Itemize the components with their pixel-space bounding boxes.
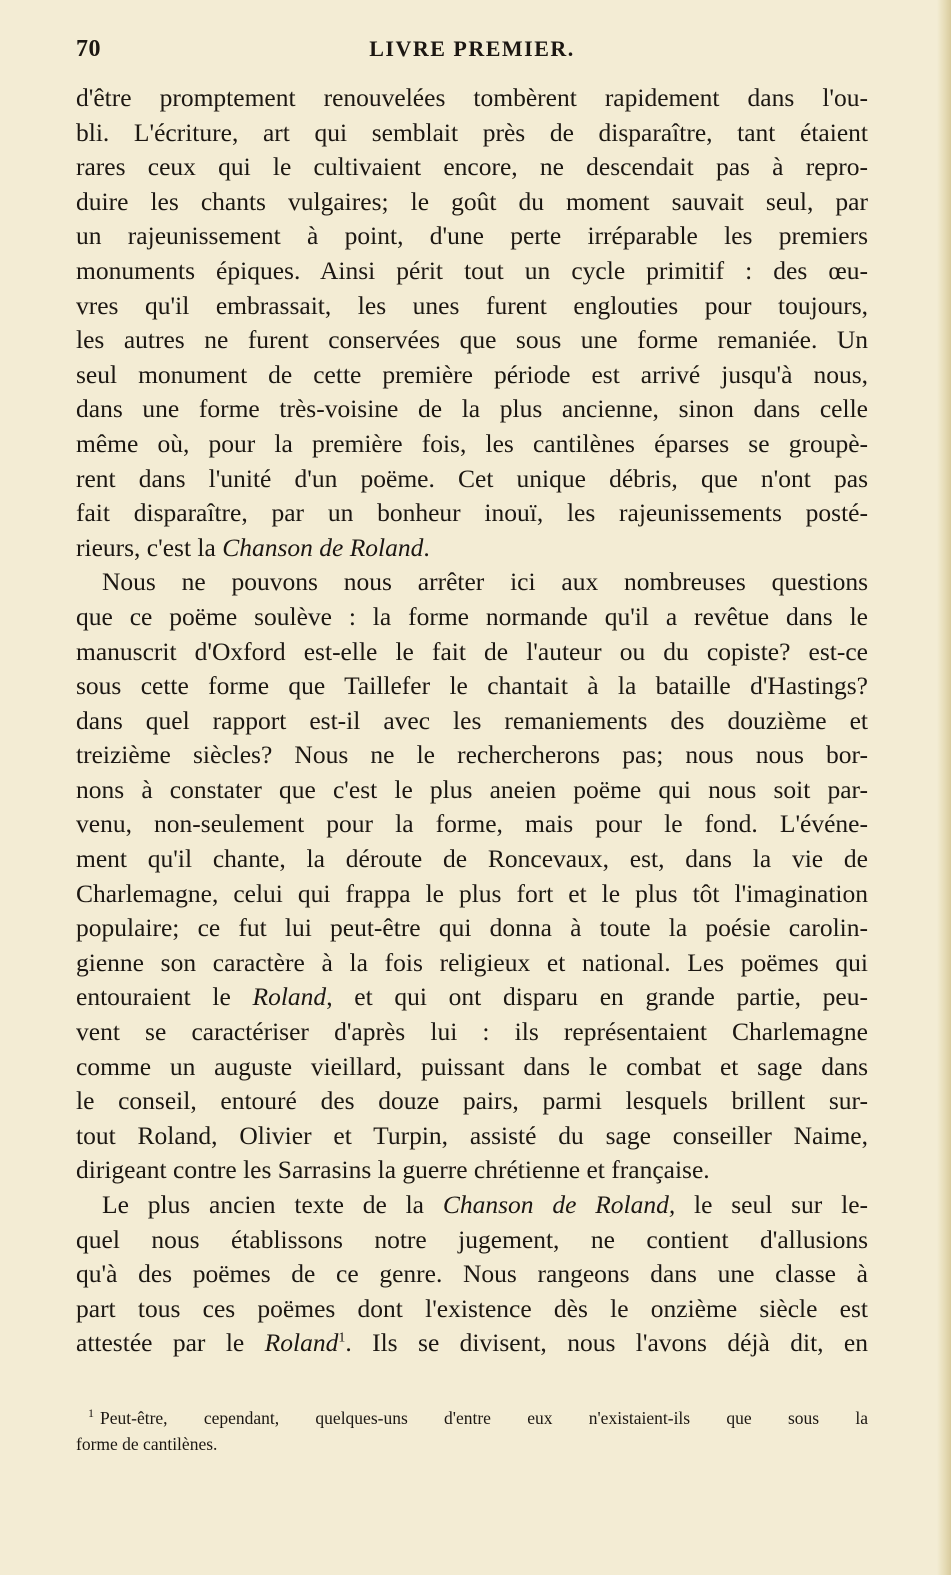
- text-line: gienne son caractère à la fois religieux et national. Les poëmes qui: [76, 947, 868, 977]
- footnote-text: Peut-être, cependant, quelques-uns d'entre eux n'existaient-ils que sous la: [100, 1408, 868, 1428]
- text-line: manuscrit d'Oxford est-elle le fait de l'auteur ou du copiste? est-ce: [76, 636, 868, 666]
- text-line: rares ceux qui le cultivaient encore, ne descendait pas à repro-: [76, 152, 868, 182]
- text-line: [76, 531, 868, 566]
- text-line: dirigeant contre les Sarrasins la guerre chrétienne et française.: [76, 1155, 710, 1185]
- text-fragment: le seul sur le-: [675, 1190, 869, 1219]
- text-line: bli. L'écriture, art qui semblait près de disparaître, tant étaient: [76, 117, 868, 147]
- running-title: LIVRE PREMIER.: [369, 36, 575, 61]
- italic-title: Chanson de Roland: [222, 532, 424, 562]
- text-line: vent se caractériser d'après lui : ils représentaient Charlemagne: [76, 1017, 868, 1047]
- footnote-line: forme de cantilènes.: [76, 1434, 218, 1454]
- page-edge: [937, 0, 951, 1575]
- text-fragment: .: [423, 532, 430, 562]
- footnote-reference[interactable]: 1: [338, 1330, 346, 1346]
- text-fragment: rieurs, c'est la: [76, 532, 216, 562]
- italic-title: Roland: [252, 982, 327, 1012]
- text-line: [76, 980, 868, 1015]
- text-line: seul monument de cette première période est arrivé jusqu'à nous,: [76, 359, 868, 389]
- text-line: que ce poëme soulève : la forme normande qu'il a revêtue dans le: [76, 601, 868, 631]
- text-line: treizième siècles? Nous ne le rechercherons pas; nous nous bor-: [76, 740, 868, 770]
- text-line: populaire; ce fut lui peut-être qui donna à toute la poésie carolin-: [76, 913, 868, 943]
- text-line: monuments épiques. Ainsi périt tout un cycle primitif : des œu-: [76, 255, 868, 285]
- text-line: comme un auguste vieillard, puissant dans le combat et sage dans: [76, 1051, 868, 1081]
- text-line: un rajeunissement à point, d'une perte irréparable les premiers: [76, 221, 868, 251]
- page-number: 70: [76, 36, 101, 62]
- text-line: sous cette forme que Taillefer le chantait à la bataille d'Hastings?: [76, 671, 868, 701]
- page-header: [76, 36, 868, 70]
- text-line: part tous ces poëmes dont l'existence dès le onzième siècle est: [76, 1293, 868, 1323]
- text-line: le conseil, entouré des douze pairs, parmi lesquels brillent sur-: [76, 1086, 868, 1116]
- text-line: quel nous établissons notre jugement, ne contient d'allusions: [76, 1224, 868, 1254]
- text-line: d'être promptement renouvelées tombèrent rapidement dans l'ou-: [76, 83, 868, 112]
- body-text: [76, 81, 868, 1361]
- text-line: tout Roland, Olivier et Turpin, assisté du sage conseiller Naime,: [76, 1120, 868, 1150]
- text-line: les autres ne furent conservées que sous une forme remaniée. Un: [76, 325, 868, 355]
- text-line: dans quel rapport est-il avec les remaniements des douzième et: [76, 705, 868, 735]
- text-line: venu, non-seulement pour la forme, mais pour le fond. L'événe-: [76, 809, 868, 839]
- footnote-line: [76, 1405, 868, 1431]
- text-line: rent dans l'unité d'un poëme. Cet unique débris, que n'ont pas: [76, 463, 868, 493]
- italic-title: Chanson de Roland,: [442, 1190, 676, 1219]
- footnotes: [76, 1405, 868, 1457]
- text-line: fait disparaître, par un bonheur inouï, les rajeunissements posté-: [76, 498, 868, 528]
- italic-title: Roland: [264, 1328, 339, 1358]
- text-line: ment qu'il chante, la déroute de Roncevaux, est, dans la vie de: [76, 844, 868, 874]
- text-line: dans une forme très-voisine de la plus ancienne, sinon dans celle: [76, 394, 868, 424]
- text-line: Charlemagne, celui qui frappa le plus fort et le plus tôt l'imagination: [76, 878, 868, 908]
- text-line: Nous ne pouvons nous arrêter ici aux nombreuses questions: [102, 567, 868, 597]
- text-line: [76, 1326, 868, 1361]
- text-fragment: Le plus ancien texte de la: [102, 1190, 425, 1219]
- text-fragment: . Ils se divisent, nous l'avons déjà dit, en: [345, 1328, 869, 1358]
- footnote-mark: 1: [88, 1406, 94, 1421]
- text-line: [76, 1188, 868, 1223]
- text-line: vres qu'il embrassait, les unes furent englouties pour toujours,: [76, 290, 868, 320]
- text-fragment: attestée par le: [76, 1328, 245, 1358]
- text-line: nons à constater que c'est le plus aneien poëme qui nous soit par-: [76, 774, 868, 804]
- text-fragment: entouraient le: [76, 982, 231, 1012]
- text-line: qu'à des poëmes de ce genre. Nous rangeons dans une classe à: [76, 1259, 868, 1289]
- text-line: duire les chants vulgaires; le goût du moment sauvait seul, par: [76, 186, 868, 216]
- text-fragment: , et qui ont disparu en grande partie, peu-: [326, 982, 868, 1012]
- text-line: même où, pour la première fois, les cantilènes éparses se groupè-: [76, 428, 868, 458]
